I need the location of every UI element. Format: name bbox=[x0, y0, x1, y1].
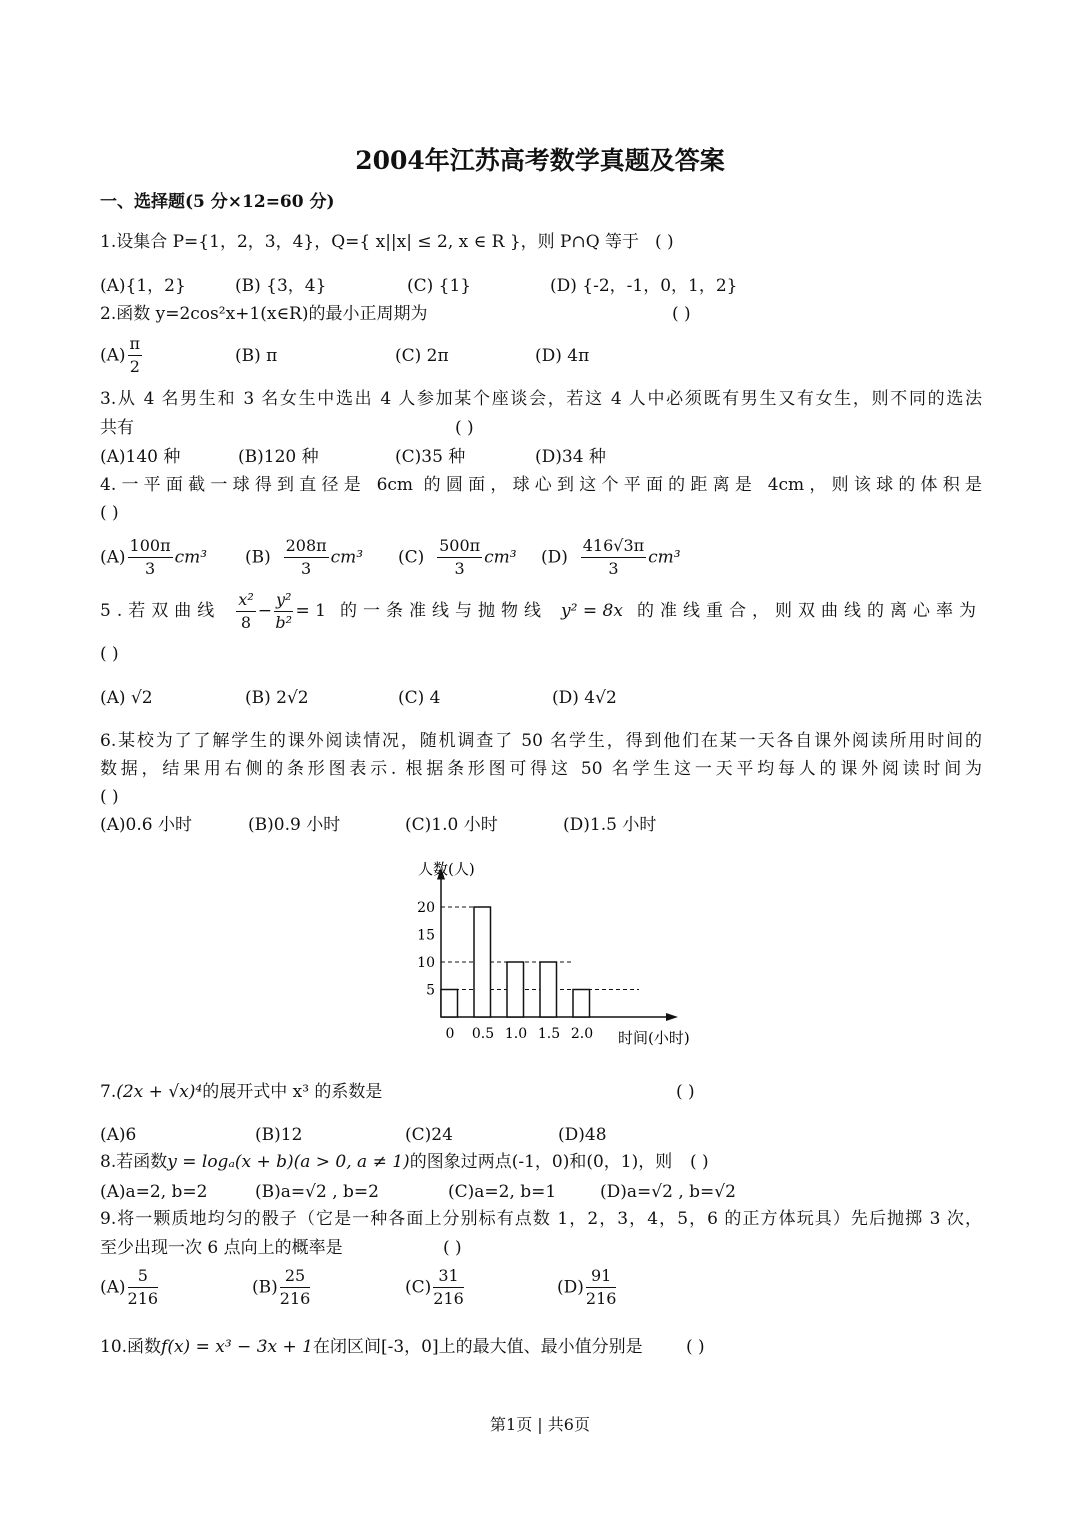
q6-option-c: (C)1.0 小时 bbox=[405, 815, 498, 835]
q4-answer-paren: ( ) bbox=[100, 503, 119, 523]
y-axis-label: 人数(人) bbox=[418, 860, 475, 878]
q8-option-a: (A)a=2, b=2 bbox=[100, 1182, 208, 1202]
q6-option-d: (D)1.5 小时 bbox=[563, 815, 657, 835]
q4-option-d: (D) $\frac{416√3\pi}{3}$ cm³ bbox=[541, 536, 681, 578]
q4-option-c: (C) $\frac{500\pi}{3}$ cm³ bbox=[398, 536, 517, 578]
q6-option-a: (A)0.6 小时 bbox=[100, 815, 192, 835]
q4-stem: 4.一平面截一球得到直径是 6cm 的圆面，球心到这个平面的距离是 4cm，则该球的体积是 bbox=[100, 475, 982, 495]
q8-option-c: (C)a=2, b=1 bbox=[448, 1182, 557, 1202]
q1-option-c: (C) {1} bbox=[407, 276, 472, 296]
y-tick-5: 5 bbox=[426, 982, 435, 999]
q8-option-d: (D)a=√2 , b=√2 bbox=[600, 1182, 736, 1202]
q8-answer-paren: ( ) bbox=[690, 1152, 709, 1172]
q3-stem-line2: 共有 bbox=[100, 418, 134, 438]
q9-stem-line2: 至少出现一次 6 点向上的概率是 bbox=[100, 1238, 343, 1258]
bar-0 bbox=[441, 990, 458, 1018]
q2-stem: 2.函数 y=2cos²x+1(x∈R)的最小正周期为 bbox=[100, 304, 428, 324]
q7-stem: 7.(2x + √x)⁴的展开式中 x³ 的系数是 bbox=[100, 1082, 383, 1102]
q9-option-c: (C) $\frac{31}{216}$ bbox=[405, 1266, 464, 1308]
q3-stem-line1: 3.从 4 名男生和 3 名女生中选出 4 人参加某个座谈会，若这 4 人中必须既有男生又有女生，则不同的选法 bbox=[100, 389, 982, 409]
q10-stem: 10.函数f(x) = x³ − 3x + 1在闭区间[-3，0]上的最大值、最小值分别是 bbox=[100, 1337, 643, 1357]
q7-option-d: (D)48 bbox=[558, 1125, 607, 1145]
x-tick-0.5: 0.5 bbox=[471, 1026, 495, 1042]
q3-option-b: (B)120 种 bbox=[238, 447, 319, 467]
q8-stem: 8.若函数y = logₐ(x + b)(a > 0, a ≠ 1)的图象过两点(-1，0)和(0，1)，则 bbox=[100, 1152, 673, 1172]
q7-answer-paren: ( ) bbox=[676, 1082, 695, 1102]
q3-option-a: (A)140 种 bbox=[100, 447, 181, 467]
q7-option-a: (A)6 bbox=[100, 1125, 137, 1145]
q5-option-c: (C) 4 bbox=[398, 688, 441, 708]
bar-0.5 bbox=[474, 907, 491, 1017]
q7-option-b: (B)12 bbox=[255, 1125, 303, 1145]
x-tick-1.5: 1.5 bbox=[537, 1026, 561, 1042]
bar-1.0 bbox=[507, 962, 524, 1017]
q4-option-b: (B) $\frac{208\pi}{3}$ cm³ bbox=[245, 536, 364, 578]
bar-2.0 bbox=[573, 990, 590, 1018]
q4-option-a: (A) $\frac{100\pi}{3}$ cm³ bbox=[100, 536, 208, 578]
q7-option-c: (C)24 bbox=[405, 1125, 453, 1145]
x-axis-arrow bbox=[666, 1013, 678, 1021]
q9-answer-paren: ( ) bbox=[443, 1238, 462, 1258]
q5-option-a: (A) √2 bbox=[100, 688, 153, 708]
q2-option-a: (A) $\frac{\pi}{2}$ bbox=[100, 334, 141, 376]
q6-answer-paren: ( ) bbox=[100, 787, 119, 807]
q2-option-b: (B) π bbox=[235, 346, 278, 366]
q3-option-d: (D)34 种 bbox=[535, 447, 606, 467]
q1-option-d: (D) {-2，-1，0，1，2} bbox=[550, 276, 738, 296]
page-footer: 第1页 | 共6页 bbox=[490, 1415, 590, 1434]
q8-option-b: (B)a=√2 , b=2 bbox=[255, 1182, 379, 1202]
y-tick-20: 20 bbox=[417, 900, 435, 916]
q2-option-d: (D) 4π bbox=[535, 346, 590, 366]
q2-answer-paren: ( ) bbox=[672, 304, 691, 324]
q1-stem: 1.设集合 P={1，2，3，4}，Q={ x||x| ≤ 2, x ∈ R }，则 P∩Q 等于 bbox=[100, 232, 640, 252]
q9-stem-line1: 9.将一颗质地均匀的骰子（它是一种各面上分别标有点数 1，2，3，4，5，6 的正方体玩具）先后抛掷 3 次， bbox=[100, 1209, 982, 1229]
q2-option-c: (C) 2π bbox=[395, 346, 449, 366]
q9-option-a: (A) $\frac{5}{216}$ bbox=[100, 1266, 159, 1308]
page-title: 2004年江苏高考数学真题及答案 bbox=[355, 146, 725, 175]
q9-option-d: (D) $\frac{91}{216}$ bbox=[557, 1266, 617, 1308]
q10-answer-paren: ( ) bbox=[686, 1337, 705, 1357]
q5-answer-paren: ( ) bbox=[100, 644, 119, 664]
x-tick-1.0: 1.0 bbox=[504, 1026, 528, 1042]
section-heading: 一、选择题(5 分×12=60 分) bbox=[100, 192, 335, 212]
q1-answer-paren: ( ) bbox=[655, 232, 674, 252]
y-tick-15: 15 bbox=[417, 927, 435, 944]
x-axis-label: 时间(小时) bbox=[618, 1029, 690, 1047]
x-tick-2.0: 2.0 bbox=[570, 1026, 594, 1042]
bar-1.5 bbox=[540, 962, 557, 1017]
q5-stem: 5.若双曲线 $\frac{\text{x²}}{8}$ − $\frac{\text{y²}}{\text{b²}}$ = 1 的一条准线与抛物线 y² = 8x 的准线重合，则双曲线的离心率为 bbox=[100, 590, 982, 632]
y-tick-10: 10 bbox=[417, 955, 435, 971]
reading-time-bar-chart bbox=[400, 850, 720, 1060]
q5-option-d: (D) 4√2 bbox=[552, 688, 617, 708]
q6-option-b: (B)0.9 小时 bbox=[248, 815, 341, 835]
q3-answer-paren: ( ) bbox=[455, 418, 474, 438]
q1-option-a: (A){1，2} bbox=[100, 276, 186, 296]
q1-option-b: (B) {3，4} bbox=[235, 276, 327, 296]
q9-option-b: (B) $\frac{25}{216}$ bbox=[252, 1266, 311, 1308]
x-tick-0: 0 bbox=[445, 1026, 455, 1042]
q6-stem-line2: 数据，结果用右侧的条形图表示. 根据条形图可得这 50 名学生这一天平均每人的课外阅读时间为 bbox=[100, 759, 982, 779]
q3-option-c: (C)35 种 bbox=[395, 447, 466, 467]
q6-stem-line1: 6.某校为了了解学生的课外阅读情况，随机调查了 50 名学生，得到他们在某一天各自课外阅读所用时间的 bbox=[100, 731, 982, 751]
q5-option-b: (B) 2√2 bbox=[245, 688, 309, 708]
